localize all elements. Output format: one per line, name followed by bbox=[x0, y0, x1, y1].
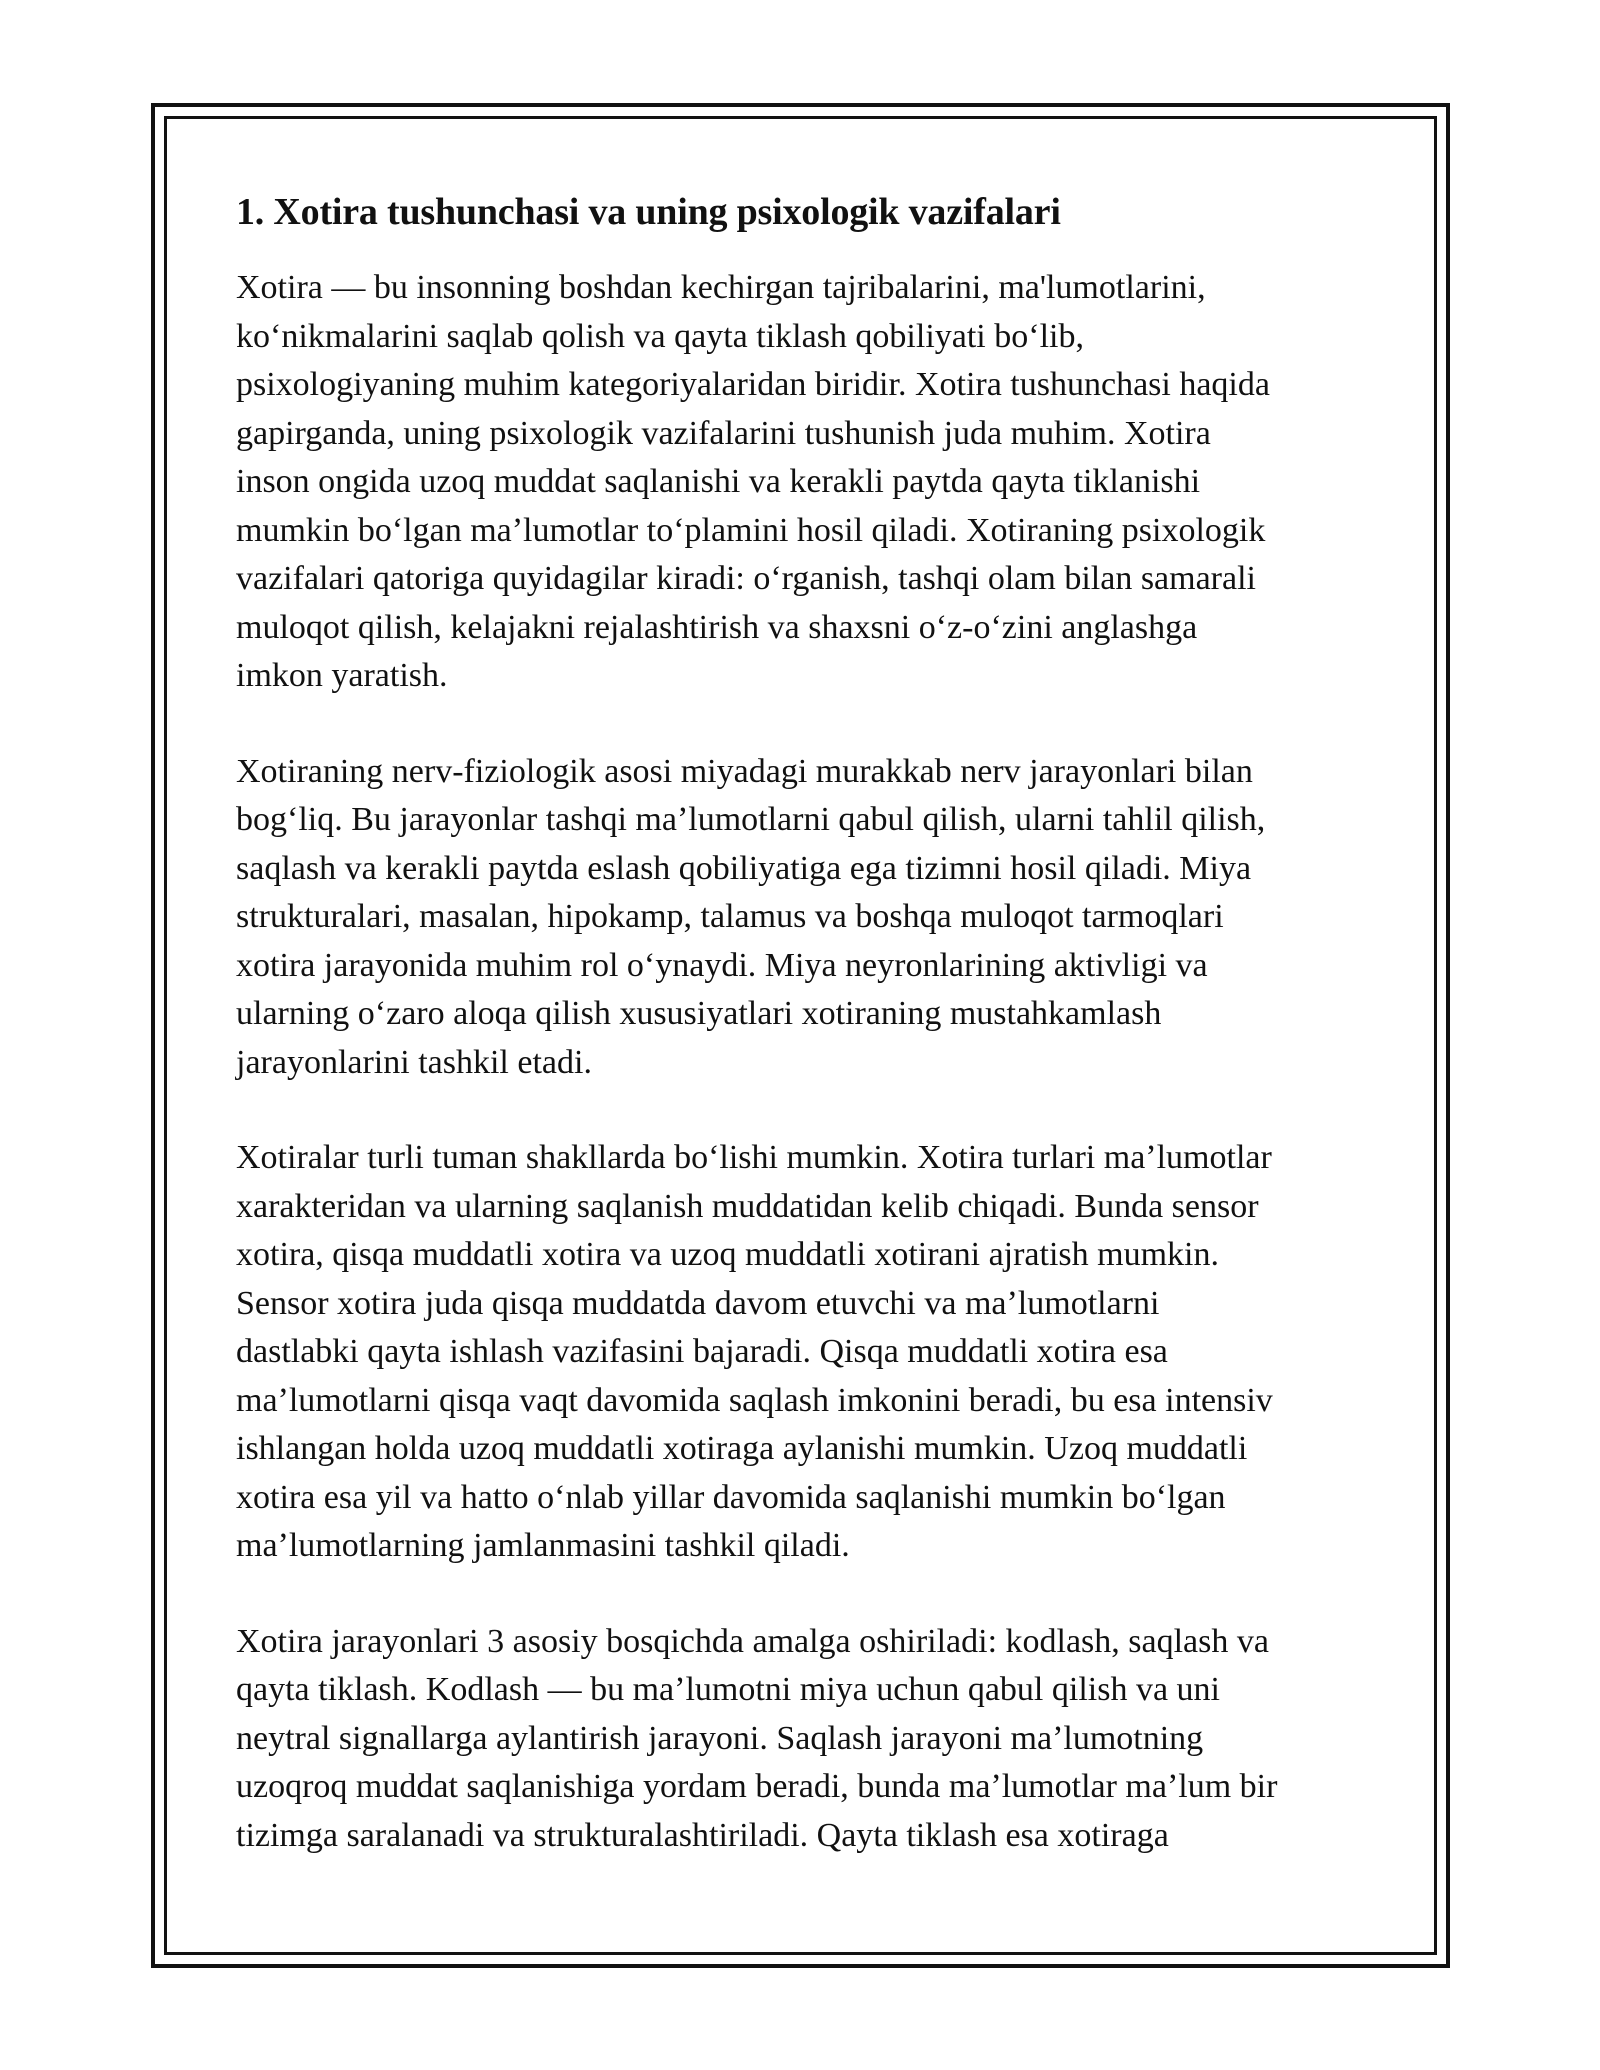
text-line: muloqot qilish, kelajakni rejalashtirish va shaxsni oʻz-oʻzini anglashga bbox=[236, 608, 1198, 646]
section-heading: 1. Xotira tushunchasi va uning psixologik vazifalari bbox=[236, 191, 1061, 233]
text-line: qayta tiklash. Kodlash — bu maʼlumotni miya uchun qabul qilish va uni bbox=[236, 1671, 1220, 1708]
text-line: strukturalari, masalan, hipokamp, talamus va boshqa muloqot tarmoqlari bbox=[236, 898, 1224, 935]
paragraph-1 bbox=[236, 264, 1376, 701]
text-line: mumkin boʻlgan maʼlumotlar toʻplamini hosil qiladi. Xotiraning psixologik bbox=[236, 511, 1266, 549]
text-line: Xotira jarayonlari 3 asosiy bosqichda amalga oshiriladi: kodlash, saqlash va bbox=[236, 1622, 1269, 1660]
text-line: maʼlumotlarni qisqa vaqt davomida saqlash imkonini beradi, bu esa intensiv bbox=[236, 1381, 1273, 1419]
paragraph-2 bbox=[236, 748, 1376, 1088]
text-line: ularning oʻzaro aloqa qilish xususiyatlari xotiraning mustahkamlash bbox=[236, 995, 1162, 1032]
text-line: xotira esa yil va hatto oʻnlab yillar davomida saqlanishi mumkin boʻlgan bbox=[236, 1478, 1226, 1516]
paragraph-3 bbox=[236, 1134, 1376, 1571]
paragraph-4 bbox=[236, 1618, 1376, 1861]
text-line: saqlash va kerakli paytda eslash qobiliyatiga ega tizimni hosil qiladi. Miya bbox=[236, 849, 1252, 887]
text-line: jarayonlarini tashkil etadi. bbox=[236, 1043, 592, 1081]
text-line: Xotiralar turli tuman shakllarda boʻlishi mumkin. Xotira turlari maʼlumotlar bbox=[236, 1139, 1272, 1176]
text-line: koʻnikmalarini saqlab qolish va qayta tiklash qobiliyati boʻlib, bbox=[236, 317, 1084, 355]
text-line: imkon yaratish. bbox=[236, 657, 448, 694]
text-line: xotira, qisqa muddatli xotira va uzoq muddatli xotirani ajratish mumkin. bbox=[236, 1236, 1219, 1273]
text-line: gapirganda, uning psixologik vazifalarini tushunish juda muhim. Xotira bbox=[236, 414, 1211, 452]
text-line: psixologiyaning muhim kategoriyalaridan biridir. Xotira tushunchasi haqida bbox=[236, 366, 1270, 403]
document-body bbox=[236, 186, 1376, 1907]
text-line: xotira jarayonida muhim rol oʻynaydi. Miya neyronlarining aktivligi va bbox=[236, 946, 1208, 984]
text-line: ishlangan holda uzoq muddatli xotiraga aylanishi mumkin. Uzoq muddatli bbox=[236, 1430, 1248, 1467]
text-line: uzoqroq muddat saqlanishiga yordam beradi, bunda maʼlumotlar maʼlum bir bbox=[236, 1768, 1278, 1805]
text-line: dastlabki qayta ishlash vazifasini bajaradi. Qisqa muddatli xotira esa bbox=[236, 1333, 1168, 1370]
text-line: Xotiraning nerv-fiziologik asosi miyadagi murakkab nerv jarayonlari bilan bbox=[236, 752, 1253, 790]
text-line: Sensor xotira juda qisqa muddatda davom etuvchi va maʼlumotlarni bbox=[236, 1284, 1160, 1322]
text-line: tizimga saralanadi va strukturalashtiriladi. Qayta tiklash esa xotiraga bbox=[236, 1816, 1169, 1854]
text-line: inson ongida uzoq muddat saqlanishi va kerakli paytda qayta tiklanishi bbox=[236, 463, 1201, 500]
text-line: vazifalari qatoriga quyidagilar kiradi: oʻrganish, tashqi olam bilan samarali bbox=[236, 560, 1256, 597]
text-line: neytral signallarga aylantirish jarayoni. Saqlash jarayoni maʼlumotning bbox=[236, 1719, 1204, 1757]
text-line: bogʻliq. Bu jarayonlar tashqi maʼlumotlarni qabul qilish, ularni tahlil qilish, bbox=[236, 801, 1266, 838]
text-line: Xotira — bu insonning boshdan kechirgan tajribalarini, ma'lumotlarini, bbox=[236, 269, 1206, 306]
text-line: maʼlumotlarning jamlanmasini tashkil qiladi. bbox=[236, 1527, 850, 1564]
text-line: xarakteridan va ularning saqlanish muddatidan kelib chiqadi. Bunda sensor bbox=[236, 1187, 1259, 1225]
